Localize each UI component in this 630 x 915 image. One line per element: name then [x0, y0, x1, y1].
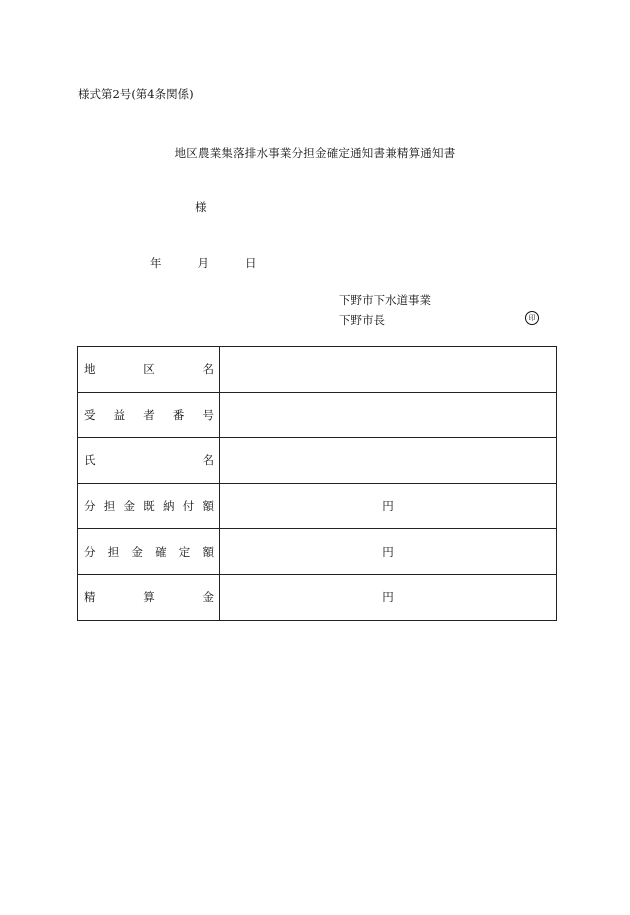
- seal-mark: 印: [525, 311, 539, 325]
- table-row: [78, 483, 557, 529]
- date-month: 月: [197, 256, 209, 270]
- row-value[interactable]: [220, 392, 557, 438]
- issuer-title: 下野市長: [339, 313, 385, 327]
- row-value[interactable]: 円: [220, 574, 557, 620]
- row-label: 地 区 名: [84, 362, 214, 377]
- row-label: 分 担 金 既 納 付 額: [84, 499, 214, 514]
- info-table: [77, 346, 557, 621]
- table-row: [78, 438, 557, 484]
- row-label-cell: [78, 483, 220, 529]
- row-label-cell: [78, 347, 220, 393]
- date-year: 年: [150, 256, 162, 270]
- row-label-cell: [78, 529, 220, 575]
- date-line: [150, 255, 257, 271]
- row-label: 精 算 金: [84, 590, 214, 605]
- document-title: 地区農業集落排水事業分担金確定通知書兼精算通知書: [174, 146, 456, 160]
- form-number-label: 様式第2号(第4条関係): [78, 87, 194, 101]
- row-label-cell: [78, 438, 220, 484]
- addressee-honorific: 様: [195, 200, 207, 214]
- table-row: [78, 347, 557, 393]
- row-value[interactable]: 円: [220, 529, 557, 575]
- table-row: [78, 392, 557, 438]
- table-row: [78, 529, 557, 575]
- issuer-organization: 下野市下水道事業: [339, 293, 431, 307]
- row-label-cell: [78, 392, 220, 438]
- row-value[interactable]: [220, 347, 557, 393]
- row-label: 氏 名: [84, 453, 214, 468]
- row-label-cell: [78, 574, 220, 620]
- date-day: 日: [245, 256, 257, 270]
- row-label: 分 担 金 確 定 額: [84, 544, 214, 559]
- row-value[interactable]: 円: [220, 483, 557, 529]
- row-label: 受 益 者 番 号: [84, 407, 214, 422]
- row-value[interactable]: [220, 438, 557, 484]
- table-row: [78, 574, 557, 620]
